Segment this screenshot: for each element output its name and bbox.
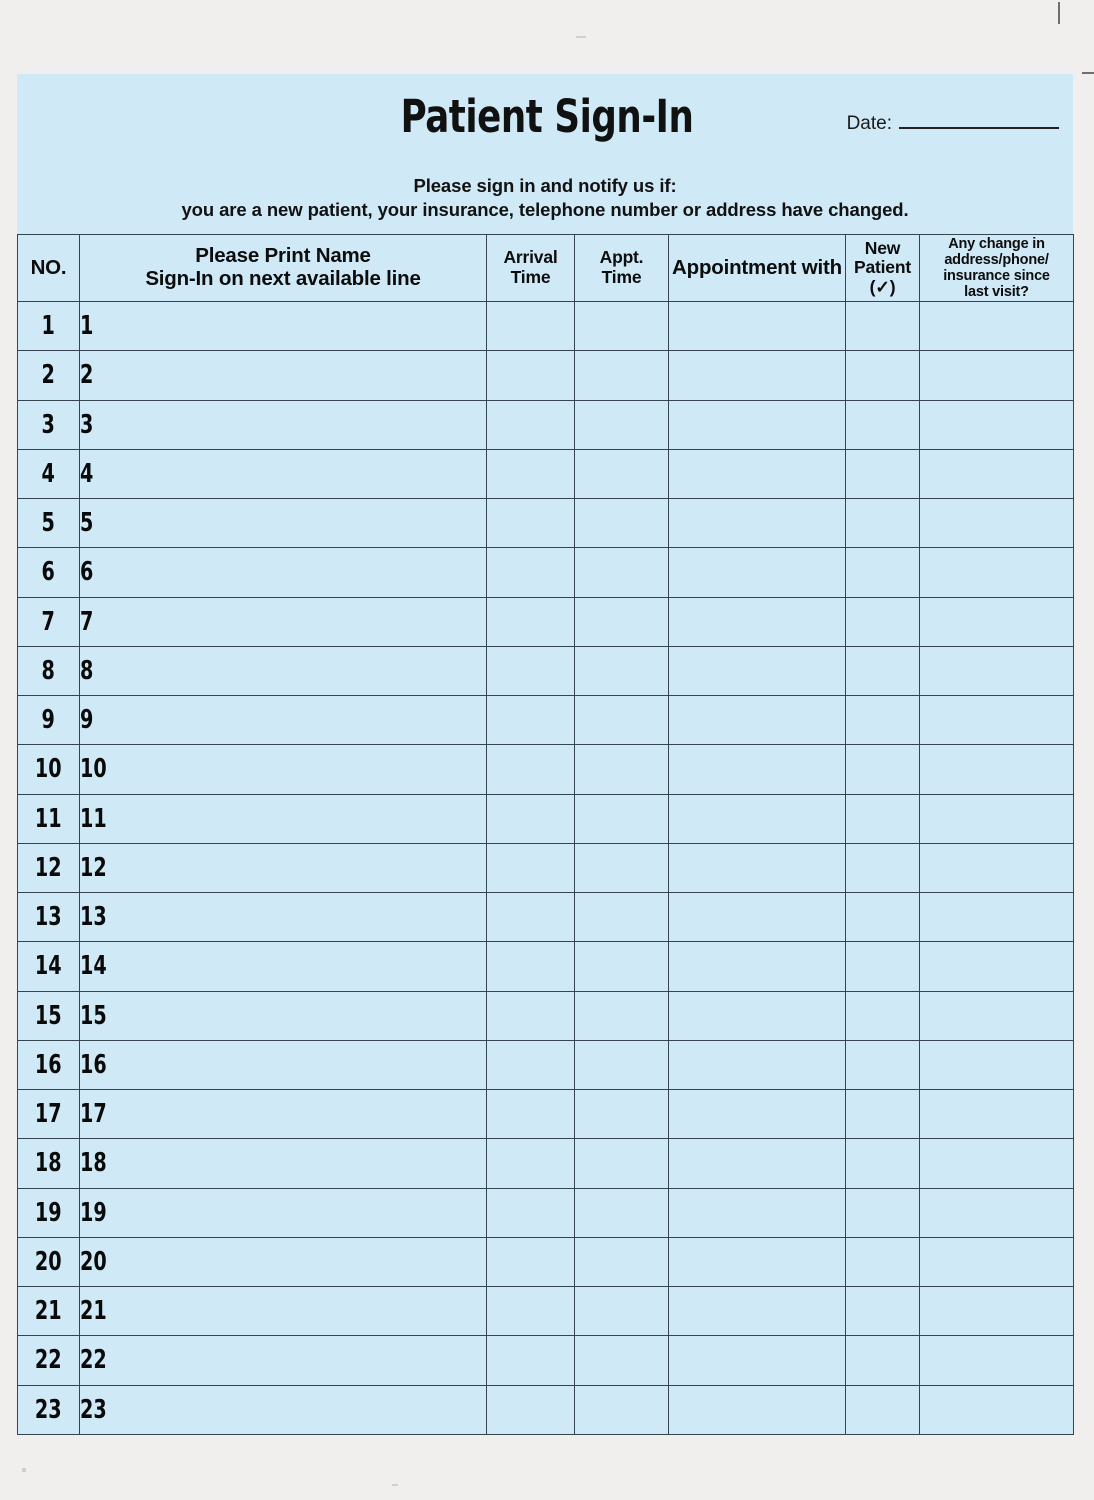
name-row-number: 23 <box>80 1394 107 1425</box>
name-write-in-cell[interactable] <box>80 548 487 597</box>
table-row <box>18 893 1074 942</box>
name-row-number: 5 <box>80 508 94 539</box>
scan-artifact-right-margin <box>1082 72 1094 74</box>
arrival-time-cell[interactable] <box>487 351 575 400</box>
table-row <box>18 302 1074 351</box>
any-change-cell[interactable] <box>920 1090 1074 1139</box>
appt-time-cell[interactable] <box>575 400 669 449</box>
name-write-in-cell[interactable] <box>80 991 487 1040</box>
any-change-cell[interactable] <box>920 745 1074 794</box>
table-row <box>18 400 1074 449</box>
any-change-cell[interactable] <box>920 1385 1074 1434</box>
name-row-number: 14 <box>80 951 107 982</box>
instruction-line-2: you are a new patient, your insurance, telephone number or address have changed. <box>181 199 909 221</box>
name-row-number: 4 <box>80 458 94 489</box>
name-write-in-cell[interactable] <box>80 843 487 892</box>
row-number-cell <box>18 1237 80 1286</box>
name-write-in-cell[interactable] <box>80 1040 487 1089</box>
arrival-time-cell[interactable] <box>487 1139 575 1188</box>
column-header-appt-time <box>575 235 669 302</box>
new-patient-checkbox-cell[interactable] <box>846 696 920 745</box>
name-write-in-cell[interactable] <box>80 696 487 745</box>
arrival-time-cell[interactable] <box>487 893 575 942</box>
column-header-change-line-3: insurance since <box>943 268 1050 284</box>
name-row-number: 18 <box>80 1148 107 1179</box>
appointment-with-cell[interactable] <box>669 942 846 991</box>
arrival-time-cell[interactable] <box>487 1287 575 1336</box>
row-number: 19 <box>35 1197 62 1228</box>
appointment-with-cell[interactable] <box>669 1139 846 1188</box>
column-header-appt-line-1: Appt. <box>599 247 644 268</box>
appt-time-cell[interactable] <box>575 1188 669 1237</box>
new-patient-checkbox-cell[interactable] <box>846 351 920 400</box>
new-patient-checkbox-cell[interactable] <box>846 1385 920 1434</box>
table-header-row <box>18 235 1074 302</box>
column-header-with-line-1: Appointment with <box>672 255 842 279</box>
any-change-cell[interactable] <box>920 1237 1074 1286</box>
new-patient-checkbox-cell[interactable] <box>846 302 920 351</box>
any-change-cell[interactable] <box>920 1287 1074 1336</box>
name-write-in-cell[interactable] <box>80 597 487 646</box>
row-number: 16 <box>35 1049 62 1080</box>
any-change-cell[interactable] <box>920 1139 1074 1188</box>
row-number-cell <box>18 302 80 351</box>
appointment-with-cell[interactable] <box>669 745 846 794</box>
new-patient-checkbox-cell[interactable] <box>846 1287 920 1336</box>
column-header-arrival-line-2: Time <box>510 267 551 287</box>
new-patient-checkbox-cell[interactable] <box>846 1188 920 1237</box>
arrival-time-cell[interactable] <box>487 499 575 548</box>
column-header-no-line-1: NO. <box>30 255 67 279</box>
table-row <box>18 1090 1074 1139</box>
table-row <box>18 1237 1074 1286</box>
row-number-cell <box>18 400 80 449</box>
column-header-any-change <box>920 235 1074 302</box>
any-change-cell[interactable] <box>920 1040 1074 1089</box>
row-number: 13 <box>35 902 62 933</box>
scan-speck-bottom-left <box>22 1468 26 1472</box>
appt-time-cell[interactable] <box>575 745 669 794</box>
arrival-time-cell[interactable] <box>487 1040 575 1089</box>
new-patient-checkbox-cell[interactable] <box>846 1090 920 1139</box>
name-write-in-cell[interactable] <box>80 1090 487 1139</box>
new-patient-checkbox-cell[interactable] <box>846 499 920 548</box>
name-row-number: 2 <box>80 360 94 391</box>
table-row <box>18 499 1074 548</box>
row-number: 14 <box>35 951 62 982</box>
arrival-time-cell[interactable] <box>487 942 575 991</box>
row-number: 8 <box>41 655 56 686</box>
row-number-cell <box>18 1040 80 1089</box>
row-number-cell <box>18 696 80 745</box>
name-row-number: 10 <box>80 754 107 785</box>
page-title: Patient Sign-In <box>400 90 694 143</box>
table-row <box>18 597 1074 646</box>
appointment-with-cell[interactable] <box>669 351 846 400</box>
new-patient-checkbox-cell[interactable] <box>846 794 920 843</box>
arrival-time-cell[interactable] <box>487 597 575 646</box>
any-change-cell[interactable] <box>920 400 1074 449</box>
table-row <box>18 696 1074 745</box>
row-number: 7 <box>41 606 56 637</box>
name-row-number: 19 <box>80 1197 107 1228</box>
name-write-in-cell[interactable] <box>80 351 487 400</box>
appt-time-cell[interactable] <box>575 1090 669 1139</box>
name-row-number: 8 <box>80 655 94 686</box>
arrival-time-cell[interactable] <box>487 548 575 597</box>
appt-time-cell[interactable] <box>575 1040 669 1089</box>
appt-time-cell[interactable] <box>575 696 669 745</box>
any-change-cell[interactable] <box>920 794 1074 843</box>
row-number-cell <box>18 499 80 548</box>
column-header-change-line-1: Any change in <box>948 235 1045 252</box>
appointment-with-cell[interactable] <box>669 1287 846 1336</box>
new-patient-checkbox-cell[interactable] <box>846 991 920 1040</box>
any-change-cell[interactable] <box>920 351 1074 400</box>
appointment-with-cell[interactable] <box>669 400 846 449</box>
new-patient-checkbox-cell[interactable] <box>846 597 920 646</box>
appt-time-cell[interactable] <box>575 794 669 843</box>
table-row <box>18 1139 1074 1188</box>
appointment-with-cell[interactable] <box>669 449 846 498</box>
name-write-in-cell[interactable] <box>80 1188 487 1237</box>
table-row <box>18 1188 1074 1237</box>
column-header-name-line-2: Sign-In on next available line <box>145 267 421 290</box>
instructions <box>17 174 1073 222</box>
table-row <box>18 351 1074 400</box>
name-row-number: 22 <box>80 1345 107 1376</box>
name-write-in-cell[interactable] <box>80 646 487 695</box>
name-row-number: 17 <box>80 1099 107 1130</box>
appointment-with-cell[interactable] <box>669 1090 846 1139</box>
any-change-cell[interactable] <box>920 646 1074 695</box>
name-write-in-cell[interactable] <box>80 1385 487 1434</box>
row-number: 17 <box>35 1099 62 1130</box>
table-body <box>18 302 1074 1435</box>
scan-speck-top <box>576 36 586 38</box>
any-change-cell[interactable] <box>920 1188 1074 1237</box>
row-number: 11 <box>35 803 62 834</box>
new-patient-checkbox-cell[interactable] <box>846 1040 920 1089</box>
new-patient-checkbox-cell[interactable] <box>846 400 920 449</box>
appointment-with-cell[interactable] <box>669 499 846 548</box>
arrival-time-cell[interactable] <box>487 400 575 449</box>
row-number-cell <box>18 1090 80 1139</box>
table-row <box>18 843 1074 892</box>
name-row-number: 16 <box>80 1049 107 1080</box>
row-number: 1 <box>41 311 56 342</box>
column-header-name-line-1: Please Print Name <box>195 244 371 268</box>
column-header-arrival-time <box>487 235 575 302</box>
arrival-time-cell[interactable] <box>487 1336 575 1385</box>
arrival-time-cell[interactable] <box>487 843 575 892</box>
appt-time-cell[interactable] <box>575 1139 669 1188</box>
appointment-with-cell[interactable] <box>669 1237 846 1286</box>
appointment-with-cell[interactable] <box>669 1385 846 1434</box>
date-field[interactable] <box>847 113 1059 135</box>
checkmark-icon: (✓) <box>869 276 896 297</box>
row-number: 18 <box>35 1148 62 1179</box>
column-header-new-line-1: New <box>864 237 901 258</box>
appt-time-cell[interactable] <box>575 1287 669 1336</box>
table-row <box>18 794 1074 843</box>
sign-in-table <box>17 234 1074 1435</box>
row-number: 20 <box>35 1246 62 1277</box>
row-number: 10 <box>35 754 62 785</box>
new-patient-checkbox-cell[interactable] <box>846 1139 920 1188</box>
row-number-cell <box>18 942 80 991</box>
new-patient-checkbox-cell[interactable] <box>846 449 920 498</box>
scan-artifact-top-right <box>1058 2 1060 24</box>
appt-time-cell[interactable] <box>575 597 669 646</box>
new-patient-checkbox-cell[interactable] <box>846 843 920 892</box>
appt-time-cell[interactable] <box>575 449 669 498</box>
appointment-with-cell[interactable] <box>669 991 846 1040</box>
column-header-change-line-2: address/phone/ <box>944 251 1049 268</box>
arrival-time-cell[interactable] <box>487 696 575 745</box>
new-patient-checkbox-cell[interactable] <box>846 745 920 794</box>
date-write-in-line[interactable] <box>899 126 1059 129</box>
name-row-number: 3 <box>80 409 94 440</box>
new-patient-checkbox-cell[interactable] <box>846 548 920 597</box>
column-header-name <box>80 235 487 302</box>
row-number-cell <box>18 991 80 1040</box>
row-number-cell <box>18 1385 80 1434</box>
appointment-with-cell[interactable] <box>669 696 846 745</box>
table-row <box>18 745 1074 794</box>
column-header-appointment-with <box>669 235 846 302</box>
table-row <box>18 942 1074 991</box>
appt-time-cell[interactable] <box>575 548 669 597</box>
row-number-cell <box>18 449 80 498</box>
date-label: Date: <box>846 113 892 134</box>
row-number-cell <box>18 893 80 942</box>
appt-time-cell[interactable] <box>575 843 669 892</box>
arrival-time-cell[interactable] <box>487 302 575 351</box>
row-number-cell <box>18 843 80 892</box>
row-number: 6 <box>41 557 56 588</box>
row-number: 5 <box>41 508 56 539</box>
arrival-time-cell[interactable] <box>487 1385 575 1434</box>
arrival-time-cell[interactable] <box>487 794 575 843</box>
name-write-in-cell[interactable] <box>80 1237 487 1286</box>
name-write-in-cell[interactable] <box>80 449 487 498</box>
row-number: 3 <box>41 409 56 440</box>
appointment-with-cell[interactable] <box>669 302 846 351</box>
any-change-cell[interactable] <box>920 942 1074 991</box>
appt-time-cell[interactable] <box>575 942 669 991</box>
appointment-with-cell[interactable] <box>669 597 846 646</box>
table-row <box>18 1336 1074 1385</box>
appt-time-cell[interactable] <box>575 991 669 1040</box>
table-row <box>18 991 1074 1040</box>
table-row <box>18 1385 1074 1434</box>
row-number-cell <box>18 597 80 646</box>
column-header-no <box>18 235 80 302</box>
appt-time-cell[interactable] <box>575 1336 669 1385</box>
row-number: 21 <box>35 1296 62 1327</box>
arrival-time-cell[interactable] <box>487 1090 575 1139</box>
row-number-cell <box>18 1336 80 1385</box>
appointment-with-cell[interactable] <box>669 1040 846 1089</box>
new-patient-checkbox-cell[interactable] <box>846 646 920 695</box>
name-write-in-cell[interactable] <box>80 1287 487 1336</box>
name-row-number: 6 <box>80 557 94 588</box>
new-patient-checkbox-cell[interactable] <box>846 942 920 991</box>
row-number-cell <box>18 351 80 400</box>
name-write-in-cell[interactable] <box>80 1139 487 1188</box>
table-header <box>18 235 1074 302</box>
arrival-time-cell[interactable] <box>487 745 575 794</box>
any-change-cell[interactable] <box>920 449 1074 498</box>
any-change-cell[interactable] <box>920 302 1074 351</box>
arrival-time-cell[interactable] <box>487 449 575 498</box>
masthead <box>17 74 1073 234</box>
name-row-number: 7 <box>80 606 94 637</box>
row-number-cell <box>18 1188 80 1237</box>
row-number: 4 <box>41 458 56 489</box>
any-change-cell[interactable] <box>920 893 1074 942</box>
name-write-in-cell[interactable] <box>80 302 487 351</box>
name-row-number: 1 <box>80 311 94 342</box>
row-number-cell <box>18 646 80 695</box>
appt-time-cell[interactable] <box>575 1385 669 1434</box>
appt-time-cell[interactable] <box>575 893 669 942</box>
name-write-in-cell[interactable] <box>80 400 487 449</box>
arrival-time-cell[interactable] <box>487 646 575 695</box>
row-number-cell <box>18 745 80 794</box>
name-row-number: 11 <box>80 803 107 834</box>
any-change-cell[interactable] <box>920 991 1074 1040</box>
instruction-line-1: Please sign in and notify us if: <box>413 175 677 196</box>
row-number: 23 <box>35 1394 62 1425</box>
any-change-cell[interactable] <box>920 499 1074 548</box>
row-number: 15 <box>35 1000 62 1031</box>
appointment-with-cell[interactable] <box>669 1188 846 1237</box>
row-number-cell <box>18 1287 80 1336</box>
table-row <box>18 548 1074 597</box>
new-patient-checkbox-cell[interactable] <box>846 893 920 942</box>
any-change-cell[interactable] <box>920 696 1074 745</box>
new-patient-checkbox-cell[interactable] <box>846 1336 920 1385</box>
appt-time-cell[interactable] <box>575 302 669 351</box>
scan-speck-bottom-center <box>392 1484 398 1486</box>
arrival-time-cell[interactable] <box>487 991 575 1040</box>
sign-in-sheet <box>17 74 1073 1425</box>
appointment-with-cell[interactable] <box>669 548 846 597</box>
name-row-number: 13 <box>80 902 107 933</box>
column-header-change-line-4: last visit? <box>964 284 1029 301</box>
row-number: 2 <box>41 360 56 391</box>
appt-time-cell[interactable] <box>575 1237 669 1286</box>
arrival-time-cell[interactable] <box>487 1188 575 1237</box>
name-write-in-cell[interactable] <box>80 745 487 794</box>
appointment-with-cell[interactable] <box>669 843 846 892</box>
row-number-cell <box>18 1139 80 1188</box>
column-header-new-line-2: Patient <box>854 257 911 278</box>
appt-time-cell[interactable] <box>575 499 669 548</box>
name-write-in-cell[interactable] <box>80 942 487 991</box>
name-row-number: 20 <box>80 1246 107 1277</box>
name-write-in-cell[interactable] <box>80 893 487 942</box>
arrival-time-cell[interactable] <box>487 1237 575 1286</box>
appointment-with-cell[interactable] <box>669 646 846 695</box>
table-row <box>18 449 1074 498</box>
appt-time-cell[interactable] <box>575 351 669 400</box>
row-number-cell <box>18 548 80 597</box>
row-number: 22 <box>35 1345 62 1376</box>
name-row-number: 21 <box>80 1296 107 1327</box>
row-number: 9 <box>41 705 56 736</box>
any-change-cell[interactable] <box>920 548 1074 597</box>
row-number-cell <box>18 794 80 843</box>
name-row-number: 12 <box>80 852 107 883</box>
row-number: 12 <box>35 852 62 883</box>
new-patient-checkbox-cell[interactable] <box>846 1237 920 1286</box>
any-change-cell[interactable] <box>920 843 1074 892</box>
table-row <box>18 1287 1074 1336</box>
appointment-with-cell[interactable] <box>669 893 846 942</box>
name-row-number: 15 <box>80 1000 107 1031</box>
column-header-appt-line-2: Time <box>601 267 642 287</box>
table-row <box>18 646 1074 695</box>
appt-time-cell[interactable] <box>575 646 669 695</box>
name-write-in-cell[interactable] <box>80 794 487 843</box>
appointment-with-cell[interactable] <box>669 794 846 843</box>
name-write-in-cell[interactable] <box>80 499 487 548</box>
any-change-cell[interactable] <box>920 1336 1074 1385</box>
any-change-cell[interactable] <box>920 597 1074 646</box>
table-row <box>18 1040 1074 1089</box>
name-write-in-cell[interactable] <box>80 1336 487 1385</box>
appointment-with-cell[interactable] <box>669 1336 846 1385</box>
column-header-new-patient <box>846 235 920 302</box>
name-row-number: 9 <box>80 705 94 736</box>
column-header-arrival-line-1: Arrival <box>503 247 558 268</box>
